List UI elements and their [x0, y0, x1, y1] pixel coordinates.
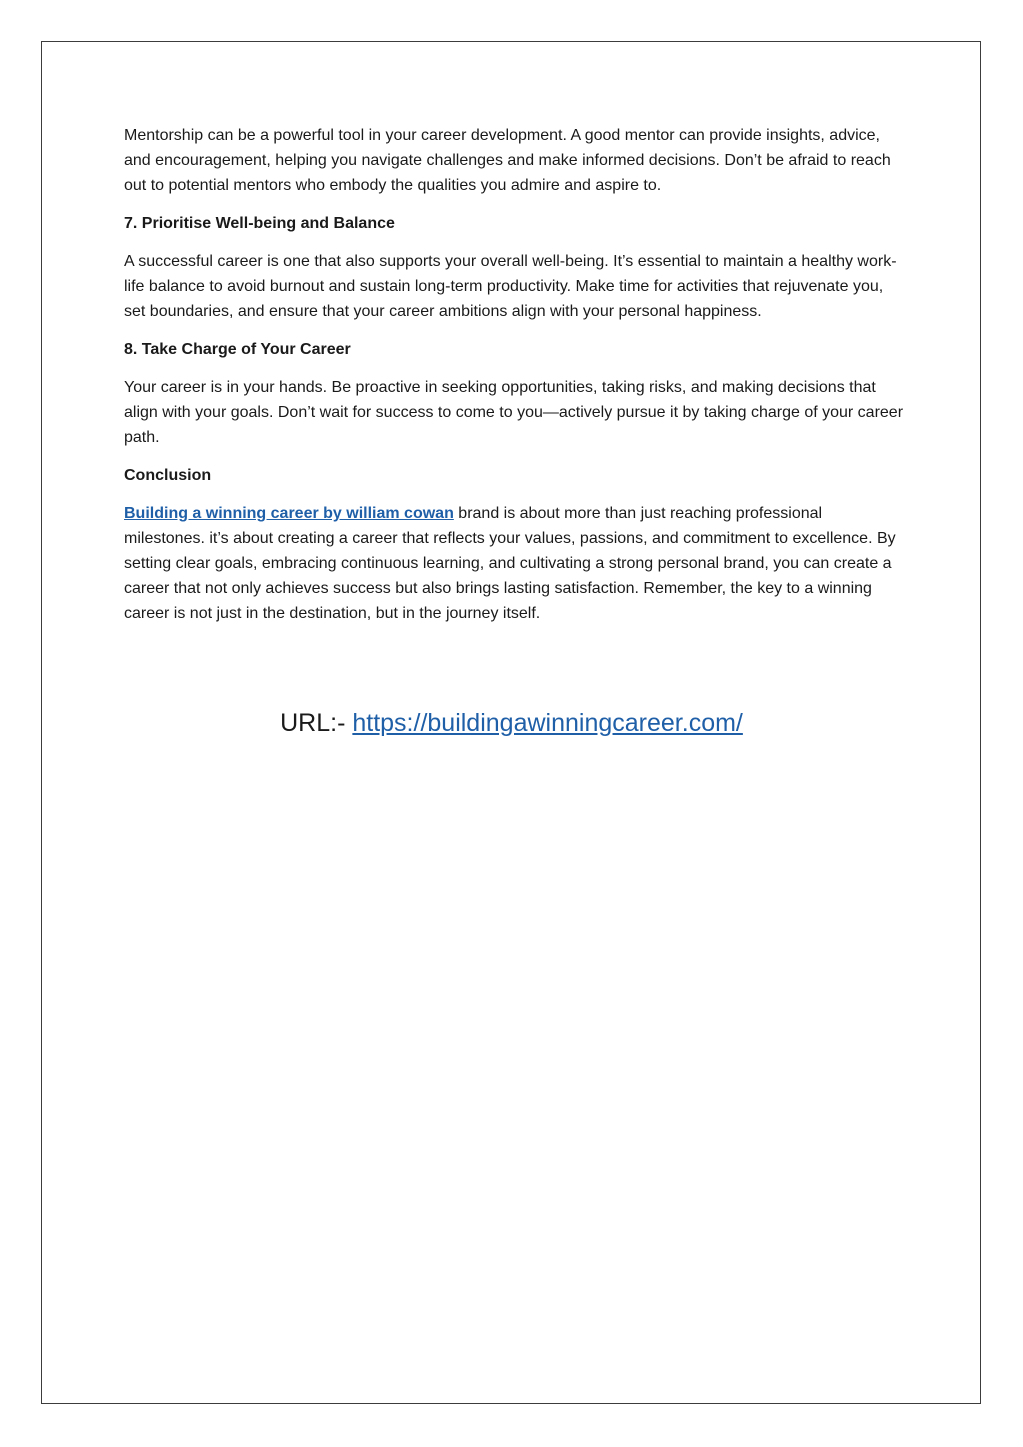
url-label: URL:-: [280, 709, 353, 737]
conclusion-link[interactable]: Building a winning career by william cowan: [124, 505, 454, 522]
heading-wellbeing: 7. Prioritise Well-being and Balance: [124, 215, 395, 232]
paragraph-mentorship: Mentorship can be a powerful tool in your career development. A good mentor can provide insights, advice, and encouragement, helping you navigate challenges and make informed decisions. Don’t be afraid to reach out to potential mentors who embody the qualities you admire and aspire to.: [124, 127, 891, 194]
document-body: [124, 123, 904, 639]
paragraph-conclusion: [124, 501, 904, 626]
heading-conclusion: Conclusion: [124, 467, 212, 484]
paragraph-take-charge: Your career is in your hands. Be proactive in seeking opportunities, taking risks, and making decisions that align with your goals. Don’t wait for success to come to you—actively pursue it by taking charge of your career path.: [124, 379, 904, 446]
heading-take-charge: 8. Take Charge of Your Career: [124, 341, 351, 358]
url-line: [0, 705, 1023, 741]
conclusion-text: brand is about more than just reaching professional milestones. it’s about creating a career that reflects your values, passions, and commitment to excellence. By setting clear goals, embracing continuous learning, and cultivating a strong personal brand, you can create a career that not only achieves success but also brings lasting satisfaction. Remember, the key to a winning career is not just in the destination, but in the journey itself.: [124, 505, 896, 622]
paragraph-wellbeing: A successful career is one that also supports your overall well-being. It’s essential to maintain a healthy work-life balance to avoid burnout and sustain long-term productivity. Make time for activities that rejuvenate you, set boundaries, and ensure that your career ambitions align with your personal happiness.: [124, 253, 897, 320]
url-link[interactable]: https://buildingawinningcareer.com/: [352, 709, 743, 737]
